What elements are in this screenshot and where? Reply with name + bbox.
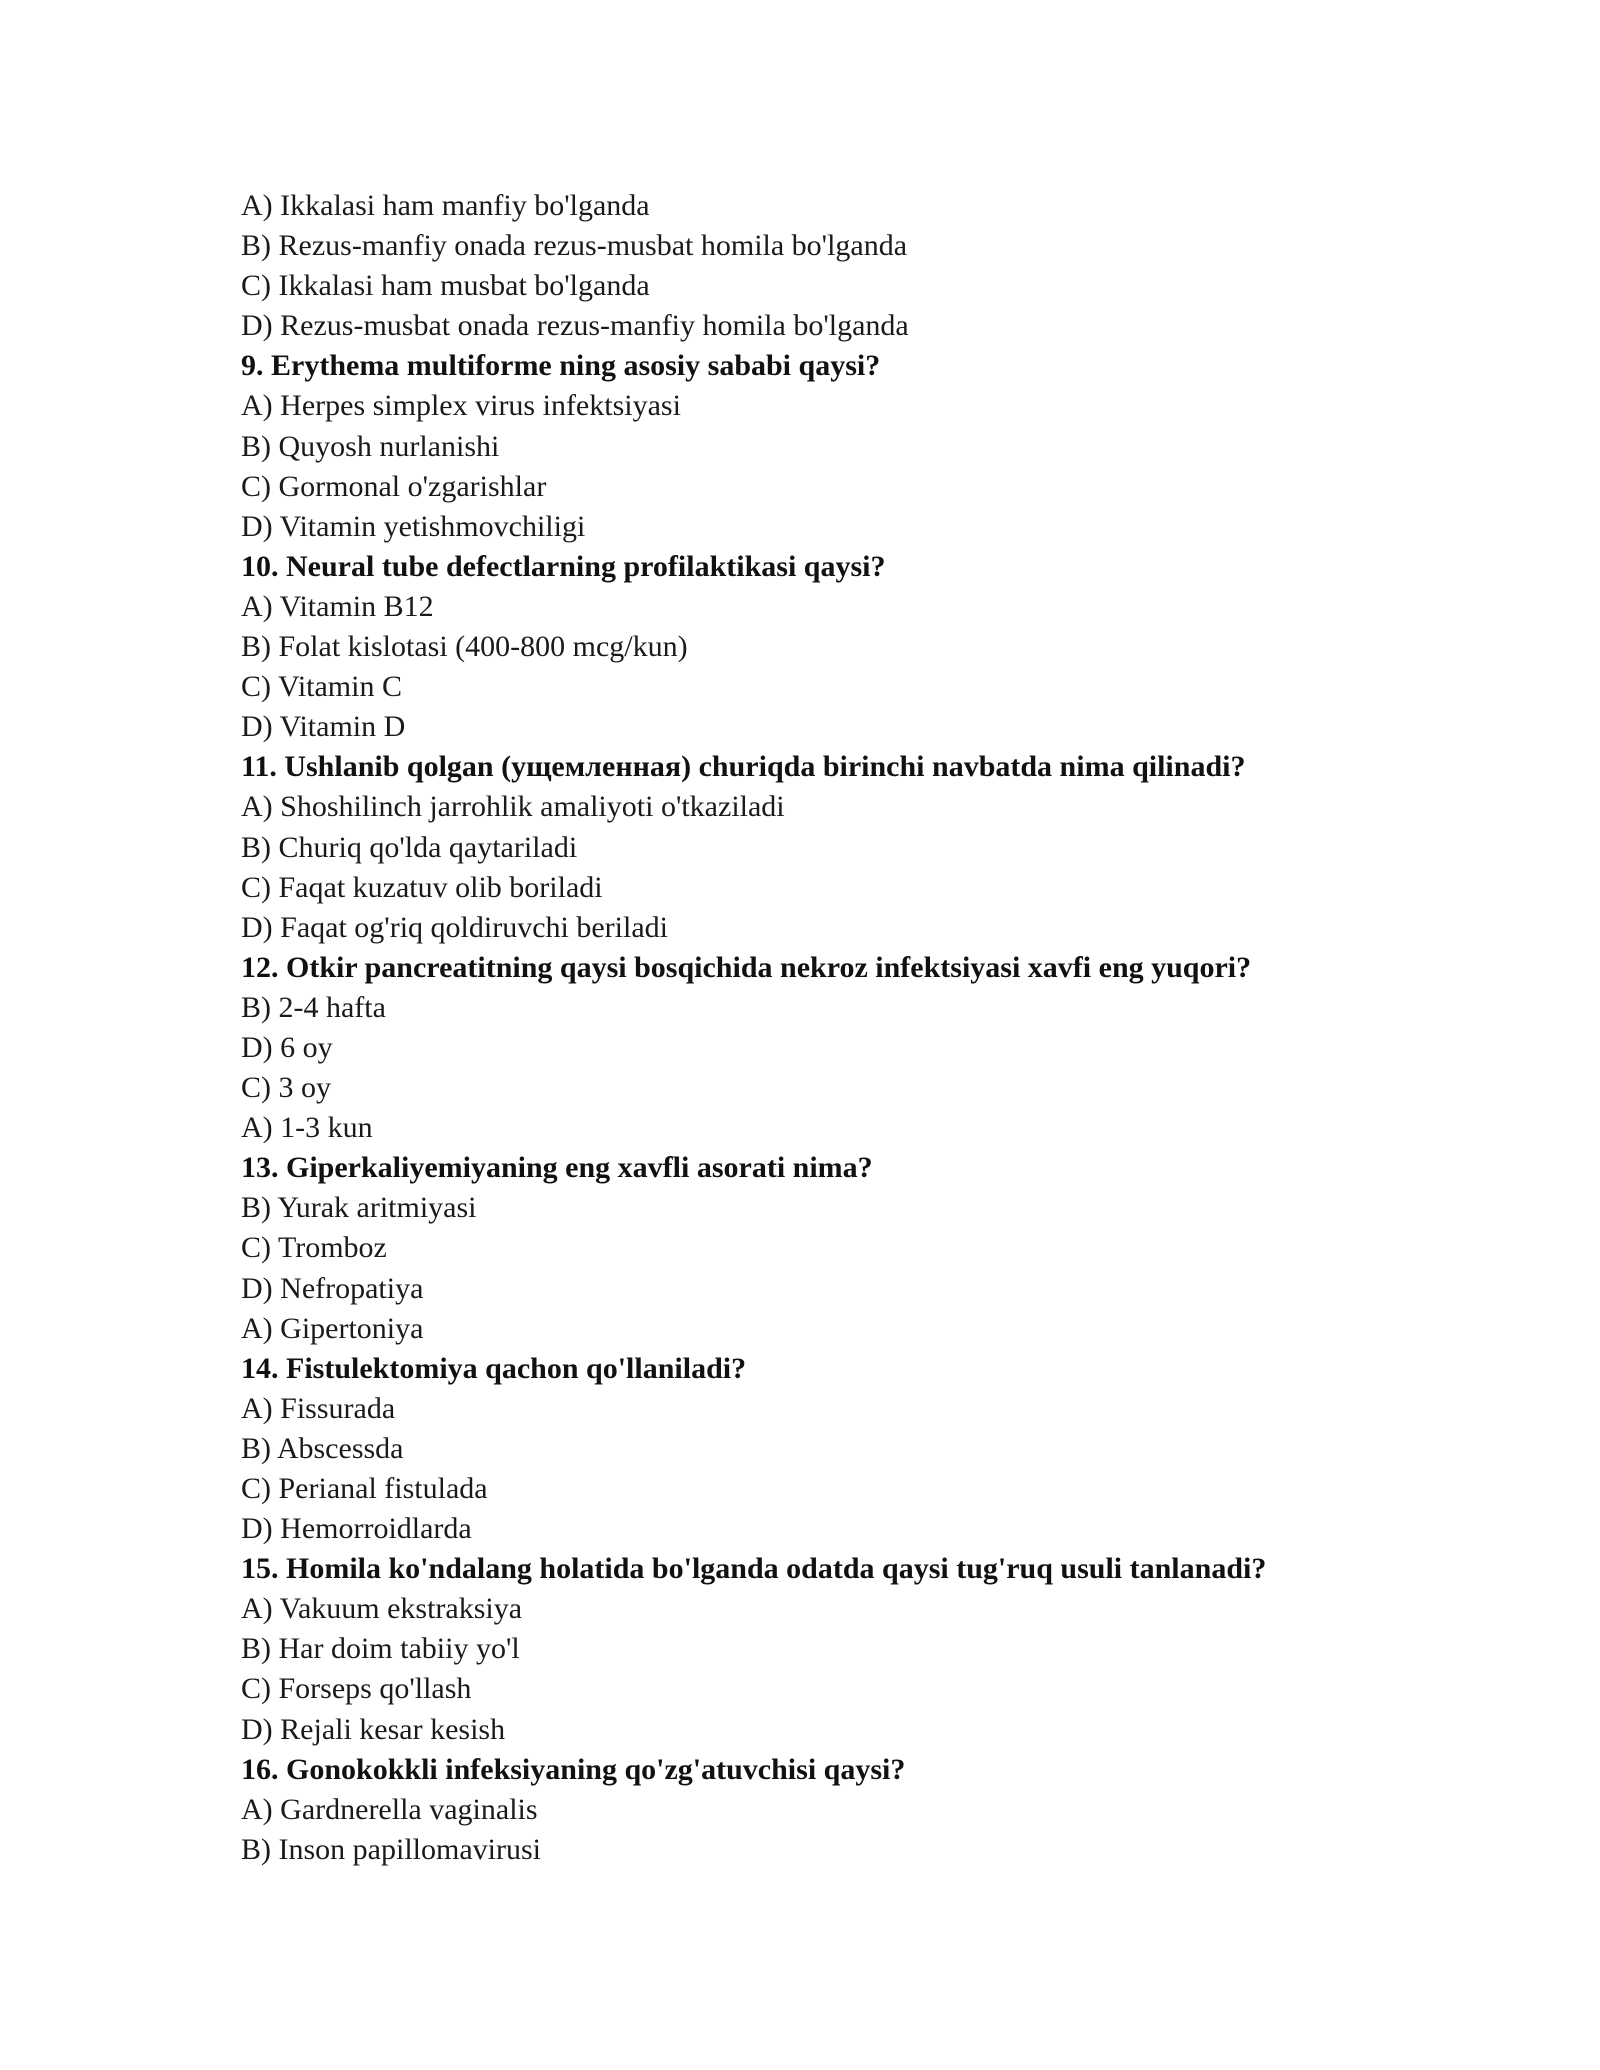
answer-option: A) Gardnerella vaginalis: [241, 1792, 538, 1826]
question-text: 10. Neural tube defectlarning profilaktikasi qaysi?: [241, 549, 886, 583]
answer-option: B) Quyosh nurlanishi: [241, 429, 500, 463]
answer-option: D) Hemorroidlarda: [241, 1512, 472, 1546]
question-text: 15. Homila ko'ndalang holatida bo'lganda odatda qaysi tug'ruq usuli tanlanadi?: [241, 1552, 1267, 1586]
answer-option: A) Vitamin B12: [241, 589, 434, 623]
answer-option: C) Ikkalasi ham musbat bo'lganda: [241, 269, 650, 303]
quiz-content: [241, 186, 1441, 1870]
answer-option: C) Faqat kuzatuv olib boriladi: [241, 870, 603, 904]
answer-option: B) Har doim tabiiy yo'l: [241, 1632, 520, 1666]
answer-option: A) Vakuum ekstraksiya: [241, 1592, 523, 1626]
question-text: 11. Ushlanib qolgan (ущемленная) churiqda birinchi navbatda nima qilinadi?: [241, 750, 1246, 784]
answer-option: A) Ikkalasi ham manfiy bo'lganda: [241, 189, 650, 222]
answer-option: C) Gormonal o'zgarishlar: [241, 469, 547, 503]
question-text: 16. Gonokokkli infeksiyaning qo'zg'atuvchisi qaysi?: [241, 1752, 906, 1786]
answer-option: D) Rezus-musbat onada rezus-manfiy homila bo'lganda: [241, 309, 909, 343]
question-text: 9. Erythema multiforme ning asosiy sababi qaysi?: [241, 349, 881, 383]
answer-option: D) Vitamin D: [241, 710, 406, 744]
answer-option: A) Herpes simplex virus infektsiyasi: [241, 389, 681, 423]
answer-option: B) 2-4 hafta: [241, 990, 386, 1024]
answer-option: B) Rezus-manfiy onada rezus-musbat homila bo'lganda: [241, 229, 908, 263]
answer-option: C) Tromboz: [241, 1231, 387, 1265]
answer-option: B) Churiq qo'lda qaytariladi: [241, 830, 578, 864]
answer-option: C) 3 oy: [241, 1071, 331, 1105]
answer-option: C) Vitamin C: [241, 670, 402, 704]
answer-option: A) Shoshilinch jarrohlik amaliyoti o'tkaziladi: [241, 790, 785, 824]
answer-option: D) Faqat og'riq qoldiruvchi beriladi: [241, 910, 668, 944]
answer-option: A) Fissurada: [241, 1391, 396, 1425]
answer-option: B) Yurak aritmiyasi: [241, 1191, 477, 1225]
answer-option: C) Perianal fistulada: [241, 1472, 488, 1505]
answer-option: A) Gipertoniya: [241, 1311, 424, 1345]
answer-option: A) 1-3 kun: [241, 1111, 373, 1145]
answer-option: D) Vitamin yetishmovchiligi: [241, 509, 586, 543]
question-text: 12. Otkir pancreatitning qaysi bosqichida nekroz infektsiyasi xavfi eng yuqori?: [241, 950, 1252, 984]
answer-option: B) Folat kislotasi (400-800 mcg/kun): [241, 630, 688, 664]
question-text: 14. Fistulektomiya qachon qo'llaniladi?: [241, 1351, 747, 1385]
answer-option: C) Forseps qo'llash: [241, 1672, 472, 1706]
answer-option: B) Inson papillomavirusi: [241, 1832, 541, 1866]
answer-option: D) Nefropatiya: [241, 1271, 424, 1305]
answer-option: D) Rejali kesar kesish: [241, 1712, 506, 1746]
answer-option: B) Abscessda: [241, 1431, 404, 1465]
answer-option: D) 6 oy: [241, 1030, 333, 1064]
question-text: 13. Giperkaliyemiyaning eng xavfli asorati nima?: [241, 1151, 873, 1185]
